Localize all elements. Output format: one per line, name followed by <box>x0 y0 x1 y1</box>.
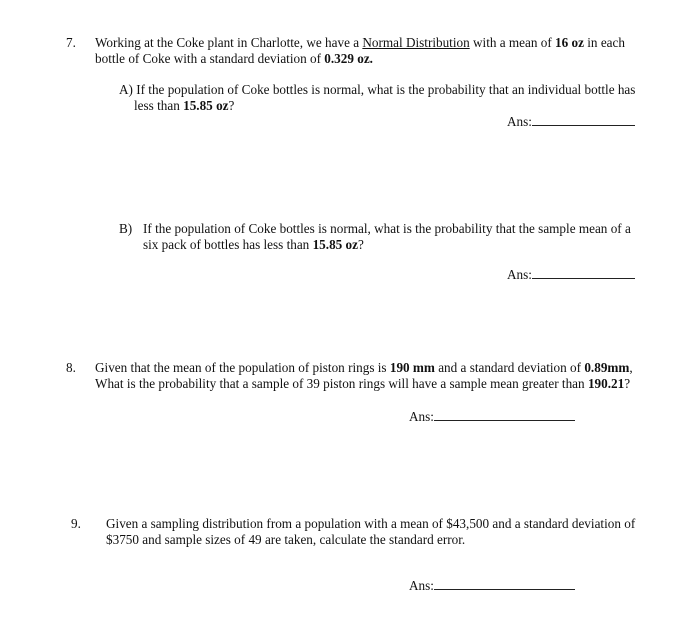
q7b-answer-blank[interactable] <box>532 267 635 279</box>
q9-number: 9. <box>71 516 81 531</box>
q9-line1: Given a sampling distribution from a population with a mean of $43,500 and a standard deviation of <box>106 516 636 531</box>
q8-line1: Given that the mean of the population of piston rings is 190 mm and a standard deviation of 0.89mm, <box>95 360 633 375</box>
q7a-answer <box>507 114 635 130</box>
q7a-line2: less than 15.85 oz? <box>134 98 235 113</box>
q8-number: 8. <box>66 360 76 375</box>
q7-number: 7. <box>66 35 76 50</box>
q8-ans-label: Ans: <box>409 409 434 424</box>
q8-sd-value: 0.89mm <box>584 360 630 375</box>
q7b-answer <box>507 267 635 283</box>
q7-stem-line2: bottle of Coke with a standard deviation of 0.329 oz. <box>95 51 373 66</box>
q8-value: 190.21 <box>587 376 625 391</box>
q7b-line1: If the population of Coke bottles is normal, what is the probability that the sample mean of a <box>143 221 631 236</box>
q7b-label: B) <box>119 221 133 236</box>
q7-mean-value: 16 oz <box>555 35 584 50</box>
q7a-answer-blank[interactable] <box>532 114 635 126</box>
q8-line2: What is the probability that a sample of 39 piston rings will have a sample mean greater than 190.21? <box>95 376 631 391</box>
q8-answer-blank[interactable] <box>434 409 575 421</box>
q9-ans-label: Ans: <box>409 578 434 593</box>
q8-mean-value: 190 mm <box>389 360 435 375</box>
q7a-value: 15.85 oz <box>183 98 229 113</box>
normal-distribution-term: Normal Distribution <box>362 35 470 50</box>
q8-answer <box>409 409 575 425</box>
q9-answer <box>409 578 575 594</box>
q7-sd-value: 0.329 oz. <box>324 51 373 66</box>
q7a-ans-label: Ans: <box>507 114 532 129</box>
q7b-value: 15.85 oz <box>312 237 358 252</box>
q7a-line1: A) If the population of Coke bottles is normal, what is the probability that an individual bottle has <box>119 82 636 97</box>
q7-stem-line1: Working at the Coke plant in Charlotte, we have a Normal Distribution with a mean of 16 oz in each <box>95 35 625 50</box>
q7b-line2: six pack of bottles has less than 15.85 oz? <box>143 237 364 252</box>
q7b-ans-label: Ans: <box>507 267 532 282</box>
q9-line2: $3750 and sample sizes of 49 are taken, calculate the standard error. <box>106 532 466 547</box>
q9-answer-blank[interactable] <box>434 578 575 590</box>
